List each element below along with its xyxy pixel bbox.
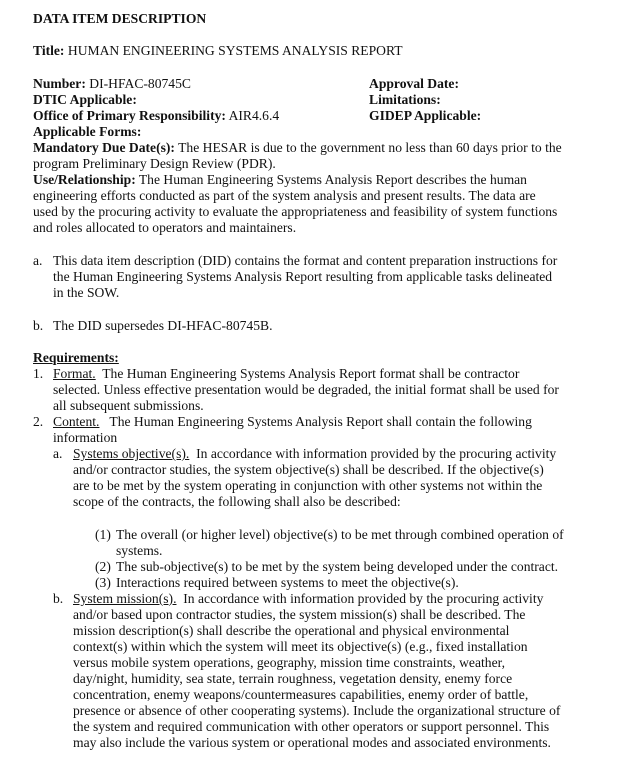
intro-b-marker: b. — [33, 318, 44, 333]
gidep-label: GIDEP Applicable: — [369, 108, 482, 123]
due-line-2: program Preliminary Design Review (PDR). — [33, 156, 276, 171]
dtic-label: DTIC Applicable: — [33, 92, 137, 107]
sub-a-line-1 — [73, 446, 556, 462]
intro-a-line-2: the Human Engineering Systems Analysis Report resulting from applicable tasks delineated — [53, 269, 553, 284]
sub-b-text-1: In accordance with information provided by the procuring activity — [176, 591, 544, 606]
sub-b-line-7: concentration, enemy weapons/countermeasures capabilities, enemy order of battle, — [73, 687, 529, 702]
num-2-line-1: The sub-objective(s) to be met by the system being developed under the contract. — [116, 559, 559, 574]
sub-b-line-10: may also include the various system or operational modes and associated environments. — [73, 735, 551, 750]
req-1-line-2: selected. Unless effective presentation would be degraded, the initial format shall be used for — [53, 382, 559, 397]
document-heading: DATA ITEM DESCRIPTION — [33, 11, 207, 26]
due-text-1: The HESAR is due to the government no less than 60 days prior to the — [174, 140, 562, 155]
num-3-line-1: Interactions required between systems to meet the objective(s). — [116, 575, 459, 590]
num-2-marker: (2) — [95, 559, 111, 574]
sub-b-line-4: context(s) within which the system will meet its objective(s) (e.g., fixed installation — [73, 639, 528, 654]
req-1-title: Format. — [53, 366, 96, 381]
intro-a-marker: a. — [33, 253, 43, 268]
opr-value: AIR4.6.4 — [228, 108, 280, 123]
use-line-3: used by the procuring activity to evaluate the appropriateness and feasibility of system functions — [33, 204, 558, 219]
title-value: HUMAN ENGINEERING SYSTEMS ANALYSIS REPORT — [67, 43, 403, 58]
req-1-line-1 — [53, 366, 519, 382]
number-line — [33, 76, 191, 92]
sub-b-line-3: mission description(s) shall describe the operational and physical environmental — [73, 623, 510, 638]
sub-b-line-8: presence or absence of other cooperating systems). Include the organizational structure of — [73, 703, 561, 718]
sub-a-title: Systems objective(s). — [73, 446, 190, 461]
use-line-2: engineering efforts conducted as part of the system analysis and present results. The data are — [33, 188, 536, 203]
due-label: Mandatory Due Date(s): — [33, 140, 175, 155]
num-1-line-2: systems. — [116, 543, 163, 558]
sub-b-line-9: the system and required communication with other operators or support personnel. This — [73, 719, 550, 734]
opr-line — [33, 108, 279, 124]
req-2-line-1 — [53, 414, 532, 430]
req-2-title: Content. — [53, 414, 100, 429]
forms-label: Applicable Forms: — [33, 124, 142, 139]
due-line-1 — [33, 140, 562, 156]
num-1-marker: (1) — [95, 527, 111, 542]
num-3-marker: (3) — [95, 575, 111, 590]
intro-a-line-3: in the SOW. — [53, 285, 120, 300]
sub-a-line-2: and/or contractor studies, the system objective(s) shall be described. If the objective(s) — [73, 462, 544, 477]
use-line-1 — [33, 172, 527, 188]
use-text-1: The Human Engineering Systems Analysis Report describes the human — [135, 172, 527, 187]
requirements-heading: Requirements: — [33, 350, 119, 365]
req-2-text-1: The Human Engineering Systems Analysis Report shall contain the following — [99, 414, 532, 429]
number-value: DI-HFAC-80745C — [89, 76, 191, 91]
req-1-line-3: all subsequent submissions. — [53, 398, 204, 413]
limitations-label: Limitations: — [369, 92, 441, 107]
num-1-line-1: The overall (or higher level) objective(s) to be met through combined operation of — [116, 527, 564, 542]
sub-a-line-4: scope of the contracts, the following shall also be described: — [73, 494, 401, 509]
number-label: Number: — [33, 76, 86, 91]
opr-label: Office of Primary Responsibility: — [33, 108, 226, 123]
sub-b-line-6: day/night, humidity, sea state, terrain roughness, vegetation density, enemy force — [73, 671, 513, 686]
sub-b-line-1 — [73, 591, 543, 607]
req-1-marker: 1. — [33, 366, 44, 381]
sub-b-line-5: versus mobile system operations, geography, mission time constraints, weather, — [73, 655, 505, 670]
sub-a-text-1: In accordance with information provided by the procuring activity — [189, 446, 557, 461]
sub-b-marker: b. — [53, 591, 64, 606]
title-label: Title: — [33, 43, 65, 58]
req-1-text-1: The Human Engineering Systems Analysis Report format shall be contractor — [95, 366, 520, 381]
title-line — [33, 43, 403, 59]
approval-label: Approval Date: — [369, 76, 459, 91]
intro-a-line-1: This data item description (DID) contains the format and content preparation instructions for — [53, 253, 558, 268]
use-line-4: and roles allocated to operators and maintainers. — [33, 220, 297, 235]
use-label: Use/Relationship: — [33, 172, 136, 187]
intro-b-line-1: The DID supersedes DI-HFAC-80745B. — [53, 318, 273, 333]
req-2-marker: 2. — [33, 414, 44, 429]
sub-b-line-2: and/or based upon contractor studies, the system mission(s) shall be described. The — [73, 607, 526, 622]
sub-a-line-3: are to be met by the system operating in conjunction with other systems not within the — [73, 478, 543, 493]
sub-b-title: System mission(s). — [73, 591, 177, 606]
req-2-line-2: information — [53, 430, 118, 445]
sub-a-marker: a. — [53, 446, 63, 461]
